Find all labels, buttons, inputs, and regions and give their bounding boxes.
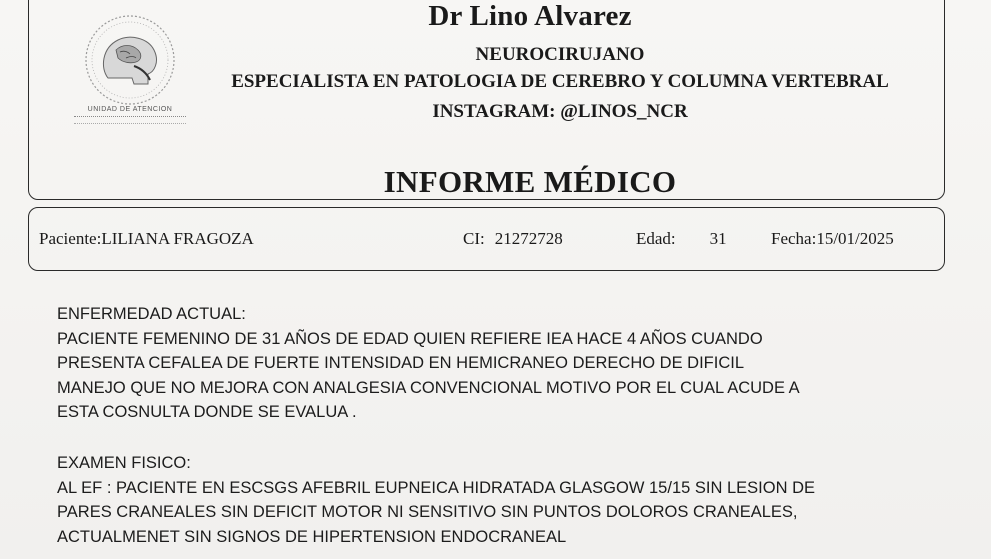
section-title: ENFERMEDAD ACTUAL: <box>57 305 246 323</box>
section-line: AL EF : PACIENTE EN ESCSGS AFEBRIL EUPNEICA HIDRATADA GLASGOW 15/15 SIN LESION DE <box>57 478 815 497</box>
patient-ci-label: CI: <box>463 229 485 248</box>
doctor-subspecialty: ESPECIALISTA EN PATOLOGIA DE CEREBRO Y COLUMNA VERTEBRAL <box>231 71 889 92</box>
section-line: ESTA COSNULTA DONDE SE EVALUA . <box>57 403 357 421</box>
patient-ci-value: 21272728 <box>494 229 563 248</box>
patient-name-label: Paciente: <box>39 229 102 248</box>
document-title: INFORME MÉDICO <box>383 164 677 199</box>
report-date-value: 15/01/2025 <box>816 229 894 248</box>
patient-ci-field <box>463 229 563 249</box>
patient-age-value: 31 <box>709 229 727 248</box>
patient-name-field <box>39 229 254 249</box>
section-enfermedad-actual <box>57 302 800 425</box>
logo-caption-underline <box>74 116 186 124</box>
report-date-field <box>771 229 894 249</box>
patient-name-value: LILIANA FRAGOZA <box>101 229 254 248</box>
section-title: EXAMEN FISICO: <box>57 454 191 472</box>
section-examen-fisico <box>57 451 815 549</box>
section-line: MANEJO QUE NO MEJORA CON ANALGESIA CONVENCIONAL MOTIVO POR EL CUAL ACUDE A <box>57 378 800 397</box>
patient-age-label: Edad: <box>636 229 676 248</box>
doctor-name: Dr Lino Alvarez <box>428 0 632 32</box>
report-date-label: Fecha: <box>771 229 817 248</box>
section-line: PACIENTE FEMENINO DE 31 AÑOS DE EDAD QUIEN REFIERE IEA HACE 4 AÑOS CUANDO <box>57 329 763 348</box>
patient-age-field <box>636 229 727 249</box>
section-line: ACTUALMENET SIN SIGNOS DE HIPERTENSION ENDOCRANEAL <box>57 527 567 546</box>
section-line: PARES CRANEALES SIN DEFICIT MOTOR NI SENSITIVO SIN PUNTOS DOLOROS CRANEALES, <box>57 503 798 521</box>
doctor-specialty: NEUROCIRUJANO <box>475 44 645 65</box>
logo-caption: UNIDAD DE ATENCION <box>87 106 173 113</box>
section-line: PRESENTA CEFALEA DE FUERTE INTENSIDAD EN HEMICRANEO DERECHO DE DIFICIL <box>57 354 745 372</box>
doctor-instagram: INSTAGRAM: @LINOS_NCR <box>432 101 688 122</box>
